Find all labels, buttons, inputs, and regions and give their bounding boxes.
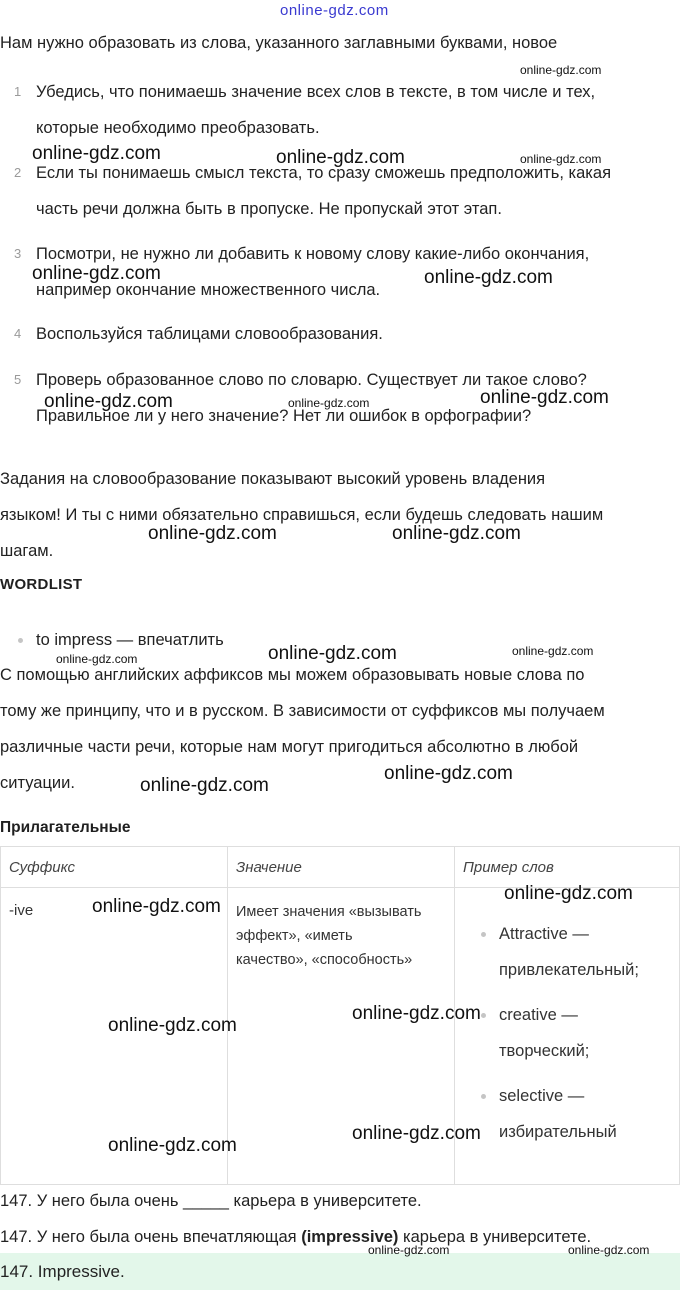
watermark: online-gdz.com: [520, 152, 602, 166]
adjectives-heading: Прилагательные: [0, 819, 131, 836]
step-number: 2: [14, 165, 22, 180]
table-header-row: [1, 847, 680, 888]
example-3-line1: selective —: [499, 1087, 585, 1105]
header-meaning: Значение: [236, 859, 302, 876]
example-2-line2: творческий;: [499, 1042, 590, 1060]
step-text-line1: Проверь образованное слово по словарю. Существует ли такое слово?: [36, 371, 587, 389]
task-text: 147. У него была очень _____ карьера в университете.: [0, 1192, 422, 1210]
step-text-line1: Воспользуйся таблицами словообразования.: [36, 325, 383, 343]
watermark: online-gdz.com: [368, 1243, 450, 1257]
summary-line2: языком! И ты с ними обязательно справишься, если будешь следовать нашим: [0, 506, 604, 524]
step-number: 5: [14, 372, 22, 387]
bullet-icon: [18, 638, 23, 643]
affix-line2: тому же принципу, что и в русском. В зависимости от суффиксов мы получаем: [0, 702, 605, 720]
affix-line3: различные части речи, которые нам могут пригодиться абсолютно в любой: [0, 738, 579, 756]
watermark: online-gdz.com: [352, 1003, 481, 1024]
translation-before: 147. У него была очень впечатляющая: [0, 1228, 302, 1246]
step-text-line2: часть речи должна быть в пропуске. Не пропускай этот этап.: [36, 200, 502, 218]
meaning-line1: Имеет значения «вызывать: [236, 904, 422, 920]
header-examples: Пример слов: [463, 859, 554, 876]
table-row: [1, 888, 680, 1185]
step-number: 1: [14, 84, 22, 99]
watermark: online-gdz.com: [32, 263, 161, 284]
watermark: online-gdz.com: [268, 643, 397, 664]
answer-bar: [0, 1253, 680, 1290]
meaning-cell: [228, 888, 454, 972]
watermark: online-gdz.com: [384, 763, 513, 784]
intro-text: Нам нужно образовать из слова, указанного заглавными буквами, новое: [0, 34, 558, 52]
wordlist-heading: WORDLIST: [0, 576, 83, 593]
step-number: 4: [14, 326, 22, 341]
meaning-line3: качество», «способность»: [236, 952, 413, 968]
affix-line4: ситуации.: [0, 774, 75, 792]
translation-bold: (impressive): [301, 1228, 399, 1246]
watermark-top: online-gdz.com: [280, 2, 389, 19]
watermark: online-gdz.com: [148, 523, 277, 544]
translation-after: карьера в университете.: [398, 1228, 592, 1246]
suffix-value: -ive: [9, 902, 34, 919]
wordlist-item: to impress — впечатлить: [36, 631, 224, 649]
watermark: online-gdz.com: [288, 396, 370, 410]
meaning-line2: эффект», «иметь: [236, 928, 353, 944]
example-3-line2: избирательный: [499, 1123, 617, 1141]
watermark: online-gdz.com: [424, 267, 553, 288]
examples-cell: [455, 888, 679, 1184]
watermark: online-gdz.com: [480, 387, 609, 408]
step-text-line1: Посмотри, не нужно ли добавить к новому слову какие-либо окончания,: [36, 245, 590, 263]
watermark: online-gdz.com: [520, 63, 602, 77]
example-1-line1: Attractive —: [499, 925, 589, 943]
watermark: online-gdz.com: [56, 652, 138, 666]
watermark: online-gdz.com: [352, 1123, 481, 1144]
example-1-line2: привлекательный;: [499, 961, 639, 979]
step-number: 3: [14, 246, 22, 261]
watermark: online-gdz.com: [108, 1135, 237, 1156]
header-suffix: Суффикс: [9, 859, 75, 876]
bullet-icon: [481, 932, 486, 937]
summary-line1: Задания на словообразование показывают высокий уровень владения: [0, 470, 546, 488]
step-text-line2: которые необходимо преобразовать.: [36, 119, 320, 137]
watermark: online-gdz.com: [44, 391, 173, 412]
watermark: online-gdz.com: [392, 523, 521, 544]
watermark: online-gdz.com: [276, 147, 405, 168]
bullet-icon: [481, 1094, 486, 1099]
affix-line1: С помощью английских аффиксов мы можем образовывать новые слова по: [0, 666, 585, 684]
watermark: online-gdz.com: [512, 644, 594, 658]
watermark: online-gdz.com: [140, 775, 269, 796]
watermark: online-gdz.com: [92, 896, 221, 917]
step-text-line2: например окончание множественного числа.: [36, 281, 381, 299]
example-2-line1: creative —: [499, 1006, 578, 1024]
watermark: online-gdz.com: [568, 1243, 650, 1257]
summary-line3: шагам.: [0, 542, 54, 560]
step-text-line2: Правильное ли у него значение? Нет ли ошибок в орфографии?: [36, 407, 532, 425]
watermark: online-gdz.com: [504, 883, 633, 904]
answer-text: 147. Impressive.: [0, 1262, 125, 1281]
watermark: online-gdz.com: [108, 1015, 237, 1036]
bullet-icon: [481, 1013, 486, 1018]
step-text-line1: Если ты понимаешь смысл текста, то сразу сможешь предположить, какая: [36, 164, 612, 182]
step-text-line1: Убедись, что понимаешь значение всех слов в тексте, в том числе и тех,: [36, 83, 596, 101]
watermark: online-gdz.com: [32, 143, 161, 164]
